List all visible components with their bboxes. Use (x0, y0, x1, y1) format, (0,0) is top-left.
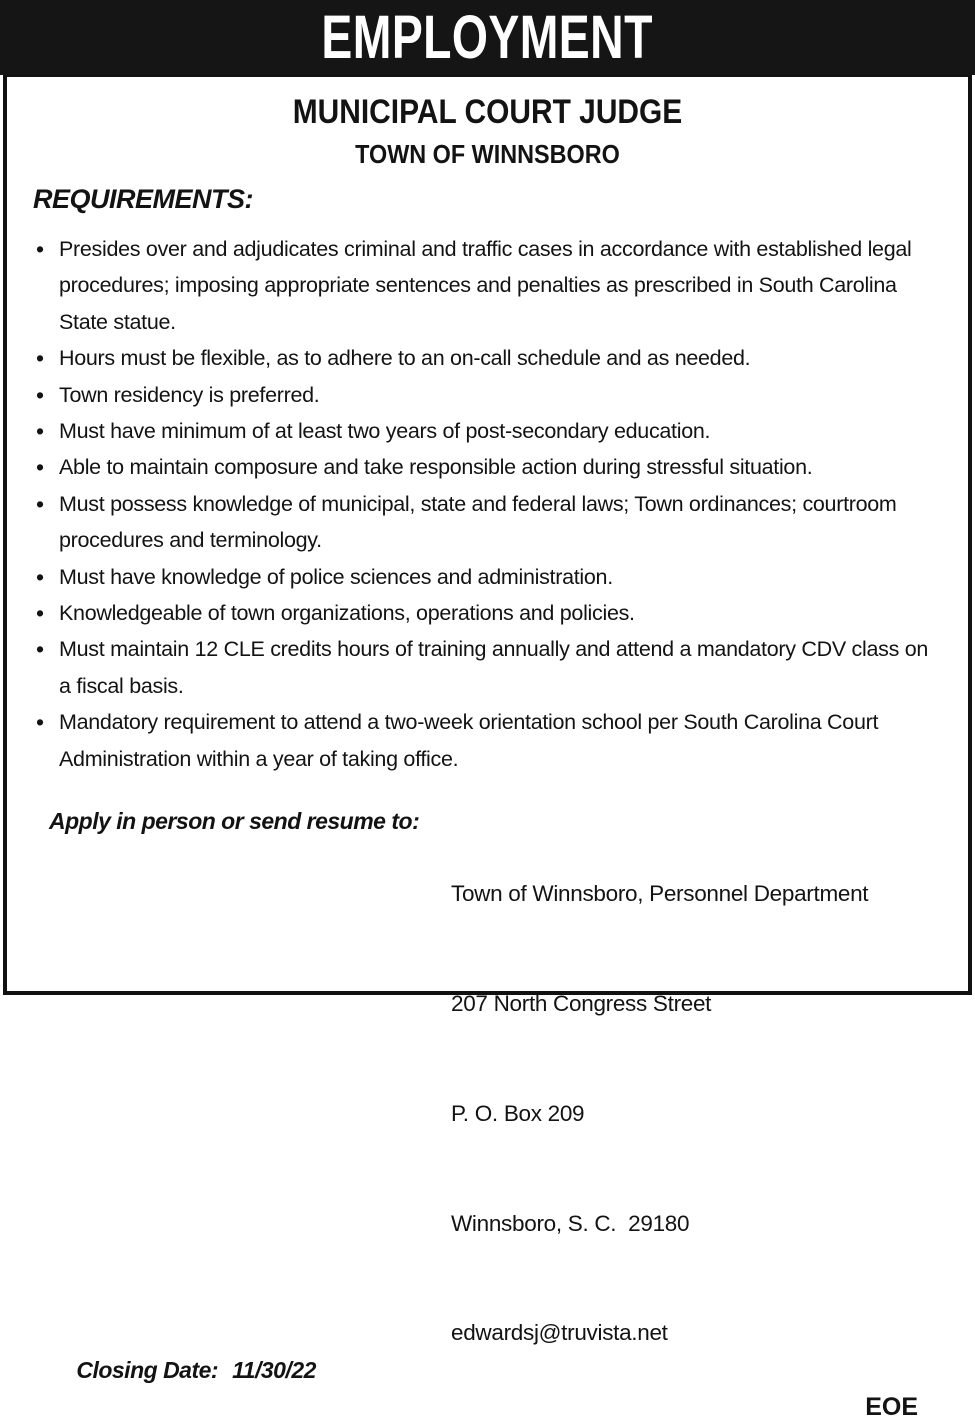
job-title: MUNICIPAL COURT JUDGE (292, 93, 683, 131)
contact-email: edwardsj@truvista.net (451, 1320, 668, 1346)
requirement-item: • Knowledgeable of town organizations, operations and policies. (33, 595, 942, 631)
employment-section-banner (0, 0, 975, 75)
requirement-item: • Must have minimum of at least two years of post-secondary education. (33, 413, 942, 449)
closing-date-value: 11/30/22 (232, 1357, 316, 1383)
address-line: P. O. Box 209 (451, 1100, 585, 1126)
closing-date-label: Closing Date: (76, 1357, 219, 1383)
classified-ad (3, 75, 972, 1421)
apply-section (33, 803, 942, 1425)
requirement-item: • Presides over and adjudicates criminal and traffic cases in accordance with established legal procedures; imposing appropriate sentences and penalties as prescribed in South Carolina State statue. (33, 231, 942, 340)
requirement-item: • Town residency is preferred. (33, 377, 942, 413)
requirement-item: • Able to maintain composure and take responsible action during stressful situation. (33, 449, 942, 485)
requirements-list (33, 231, 942, 777)
address-line: 207 North Congress Street (451, 991, 712, 1017)
requirement-item: • Mandatory requirement to attend a two-week orientation school per South Carolina Court Administration within a year of taking office. (33, 704, 942, 777)
requirement-item: • Must maintain 12 CLE credits hours of training annually and attend a mandatory CDV class on a fiscal basis. (33, 631, 942, 704)
requirement-item: • Hours must be flexible, as to adhere to an on-call schedule and as needed. (33, 340, 942, 376)
section-title: EMPLOYMENT (321, 3, 654, 72)
eoe-notice: EOE (865, 1392, 918, 1421)
apply-instructions-label: Apply in person or send resume to: (49, 808, 420, 835)
requirement-item: • Must possess knowledge of municipal, state and federal laws; Town ordinances; courtroom procedures and terminology. (33, 486, 942, 559)
closing-date (41, 1315, 316, 1425)
address-line: Town of Winnsboro, Personnel Department (451, 881, 869, 907)
employer-name: TOWN OF WINNSBORO (355, 139, 620, 169)
mailing-address (451, 803, 868, 1425)
address-line: Winnsboro, S. C. 29180 (451, 1210, 690, 1236)
requirements-heading: REQUIREMENTS: (33, 184, 254, 214)
requirement-item: • Must have knowledge of police sciences and administration. (33, 559, 942, 595)
